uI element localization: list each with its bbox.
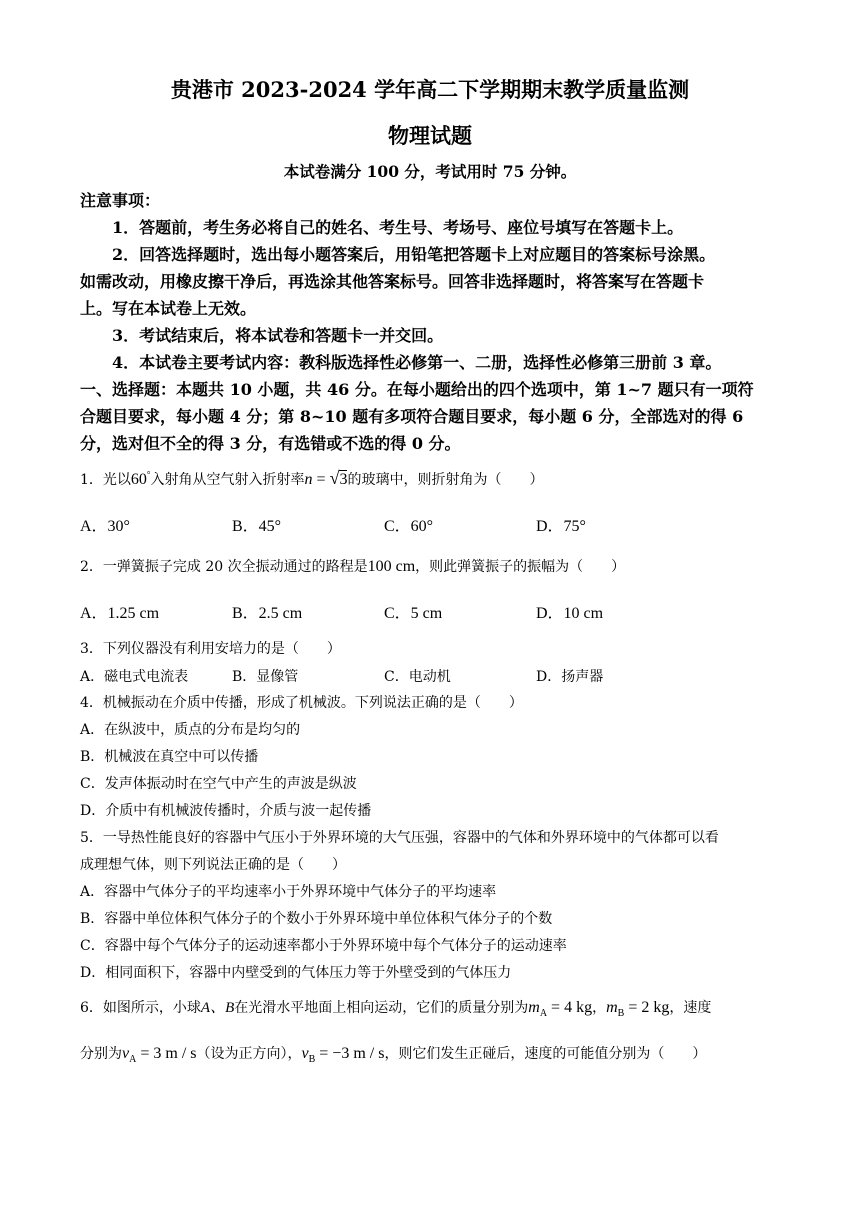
q2-option-c: C．5 cm: [384, 605, 443, 622]
section1-line-1: 一、选择题：本题共 10 小题，共 46 分。在每小题给出的四个选项中，第 1~7 题只有一项符: [80, 380, 754, 399]
notice-heading: 注意事项：: [80, 191, 161, 210]
q6-text-b: 在光滑水平地面上相向运动，它们的质量分别为: [234, 1000, 529, 1016]
q1-option-b: B．45°: [232, 518, 282, 535]
q4-option-c: C．发声体振动时在空气中产生的声波是纵波: [80, 776, 357, 792]
section1-line-2: 合题目要求，每小题 4 分；第 8~10 题有多项符合题目要求，每小题 6 分，全部选对的得 6: [80, 407, 744, 426]
q3-option-c: C．电动机: [384, 669, 451, 685]
q6-mass-a: [528, 999, 593, 1020]
q1-root-value: 3: [339, 471, 348, 488]
question-1-stem: [80, 468, 543, 489]
q6-velocity-b: [301, 1045, 385, 1066]
q1-text-c: 的玻璃中，则折射角为（ ）: [347, 472, 544, 488]
q6-va-symbol: v: [122, 1045, 130, 1062]
q1-text-a: 1．光以: [80, 472, 131, 488]
q6-balls-ab: A、B: [200, 1000, 235, 1016]
question-5-stem-1: 5．一导热性能良好的容器中气压小于外界环境的大气压强，容器中的气体和外界环境中的气体都可以看: [80, 830, 719, 846]
q2-option-b: B．2.5 cm: [232, 605, 303, 622]
q1-option-c: C．60°: [384, 518, 434, 535]
exam-info: 本试卷满分 100 分，考试用时 75 分钟。: [283, 162, 577, 181]
question-5-stem-2: 成理想气体，则下列说法正确的是（ ）: [80, 857, 346, 873]
q6-velocity-a: [122, 1045, 197, 1066]
q5-option-b: B．容器中单位体积气体分子的个数小于外界环境中单位体积气体分子的个数: [80, 911, 553, 927]
q3-option-b: B．显像管: [232, 669, 299, 685]
q1-angle-value: 60: [130, 471, 147, 488]
notice-line-4: 4．本试卷主要考试内容：教科版选择性必修第一、二册，选择性必修第三册前 3 章。: [112, 353, 722, 372]
question-6-stem-2: [80, 1043, 706, 1065]
section1-line-3: 分，选对但不全的得 3 分，有选错或不选的得 0 分。: [80, 434, 461, 453]
q6-text-d: 分别为: [80, 1046, 122, 1062]
q6-mass-b: [606, 999, 670, 1020]
q6-mb-symbol: m: [606, 999, 618, 1016]
q6-ma-symbol: m: [528, 999, 540, 1016]
q2-text-b: ，则此弹簧振子的振幅为（ ）: [415, 559, 626, 575]
q2-text-a: 2．一弹簧振子完成 20 次全振动通过的路程是: [80, 559, 368, 575]
q4-option-b: B．机械波在真空中可以传播: [80, 749, 259, 765]
q1-option-a: A．30°: [80, 518, 130, 535]
q5-option-c: C．容器中每个气体分子的运动速率都小于外界环境中每个气体分子的运动速率: [80, 938, 567, 954]
q4-option-a: A．在纵波中，质点的分布是均匀的: [80, 722, 301, 738]
notice-line-2b: 如需改动，用橡皮擦干净后，再选涂其他答案标号。回答非选择题时，将答案写在答题卡: [80, 272, 705, 291]
q6-text-c: ，速度: [669, 1000, 712, 1016]
q3-option-d: D．扬声器: [536, 669, 604, 685]
q1-equals: =: [312, 471, 330, 488]
q1-n-symbol: n: [304, 471, 313, 488]
q2-option-d: D．10 cm: [536, 605, 604, 622]
q1-angle: 60°: [130, 469, 151, 488]
q6-mb-subscript: B: [617, 1008, 625, 1020]
notice-line-2c: 上。写在本试卷上无效。: [80, 299, 257, 318]
q6-vb-value: = −3 m / s: [315, 1045, 385, 1062]
q2-option-a: A．1.25 cm: [80, 605, 160, 622]
q6-text-a: 6．如图所示，小球: [80, 1000, 201, 1016]
notice-line-3: 3．考试结束后，将本试卷和答题卡一并交回。: [112, 326, 444, 345]
q4-option-d: D．介质中有机械波传播时，介质与波一起传播: [80, 803, 372, 819]
question-4-stem: 4．机械振动在介质中传播，形成了机械波。下列说法正确的是（ ）: [80, 695, 523, 711]
q1-refractive-index: [304, 468, 348, 488]
q6-vb-symbol: v: [301, 1045, 309, 1062]
q1-text-b: 入射角从空气射入折射率: [150, 472, 305, 488]
q5-option-a: A．容器中气体分子的平均速率小于外界环境中气体分子的平均速率: [80, 884, 497, 900]
q6-text-f: ，则它们发生正碰后，速度的可能值分别为（ ）: [384, 1046, 707, 1062]
q6-mb-value: = 2 kg: [624, 999, 670, 1016]
exam-subtitle: 物理试题: [388, 123, 472, 148]
question-2-stem: [80, 556, 625, 576]
notice-line-2a: 2．回答选择题时，选出每小题答案后，用铅笔把答题卡上对应题目的答案标号涂黑。: [112, 245, 716, 264]
q6-text-e: （设为正方向），: [196, 1046, 302, 1062]
q6-ma-subscript: A: [539, 1008, 548, 1020]
q2-distance: 100 cm: [367, 558, 416, 575]
q6-vb-subscript: B: [308, 1054, 316, 1066]
q5-option-d: D．相同面积下，容器中内壁受到的气体压力等于外壁受到的气体压力: [80, 965, 512, 981]
notice-line-1: 1．答题前，考生务必将自己的姓名、考生号、考场号、座位号填写在答题卡上。: [112, 218, 684, 237]
question-3-stem: 3．下列仪器没有利用安培力的是（ ）: [80, 641, 341, 657]
q1-option-d: D．75°: [536, 518, 586, 535]
exam-title: 贵港市 2023-2024 学年高二下学期期末教学质量监测: [170, 77, 690, 102]
question-6-stem-1: [80, 996, 711, 1019]
q3-option-a: A．磁电式电流表: [80, 669, 189, 685]
sqrt-symbol: √: [329, 468, 340, 488]
q6-va-value: = 3 m / s: [136, 1045, 197, 1062]
q6-va-subscript: A: [129, 1054, 137, 1066]
q6-ma-value: = 4 kg: [547, 999, 593, 1016]
q6-comma: ，: [592, 1000, 607, 1016]
